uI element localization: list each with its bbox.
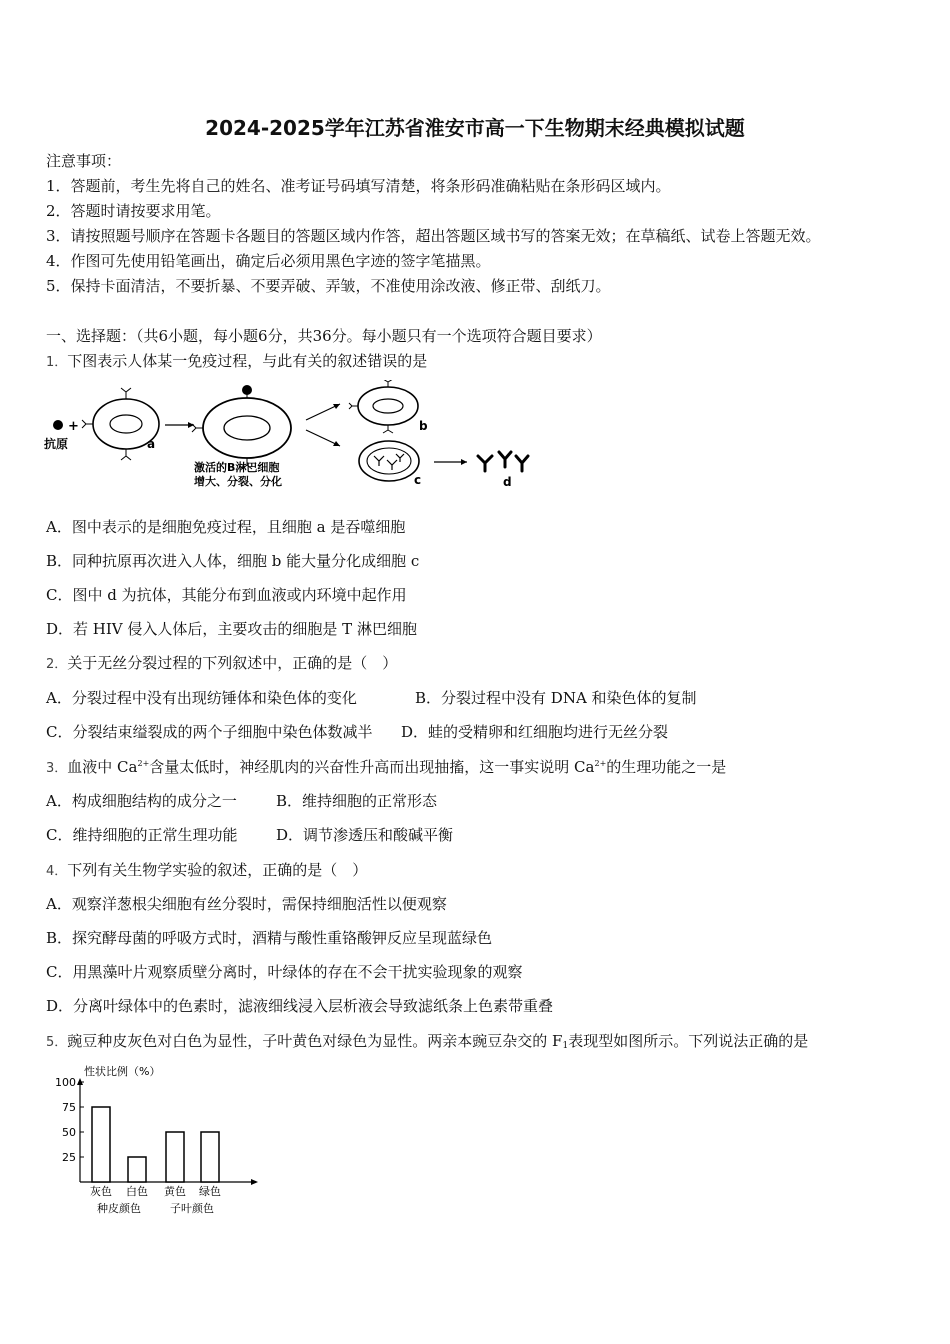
antibody-label: d bbox=[503, 475, 512, 489]
x-tick-label: 黄色 bbox=[164, 1185, 186, 1198]
cell-b bbox=[349, 380, 418, 433]
question-stem-part-1: 豌豆种皮灰色对白色为显性，子叶黄色对绿色为显性。两亲本豌豆杂交的 F bbox=[67, 1032, 563, 1050]
q2-option-d[interactable]: D．蛙的受精卵和红细胞均进行无丝分裂 bbox=[401, 723, 669, 741]
question-3 bbox=[46, 757, 726, 779]
q2-option-b[interactable]: B．分裂过程中没有 DNA 和染色体的复制 bbox=[415, 689, 697, 707]
y-tick-label: 50 bbox=[62, 1126, 76, 1139]
question-number: 1． bbox=[46, 355, 68, 370]
question-4 bbox=[46, 860, 367, 882]
trait-ratio-chart bbox=[40, 1060, 270, 1220]
antigen-dot-bound bbox=[242, 385, 252, 395]
q4-option-a[interactable]: A．观察洋葱根尖细胞有丝分裂时，需保持细胞活性以便观察 bbox=[46, 895, 447, 913]
question-2 bbox=[46, 653, 397, 675]
notice-item-3: 3．请按照题号顺序在答题卡各题目的答题区域内作答，超出答题区域书写的答案无效；在草稿纸、试卷上答题无效。 bbox=[46, 227, 821, 245]
group-label: 子叶颜色 bbox=[170, 1202, 214, 1215]
section-heading: 一、选择题：（共6小题，每小题6分，共36分。每小题只有一个选项符合题目要求） bbox=[46, 327, 602, 345]
question-stem-part-1: 血液中 Ca bbox=[67, 758, 138, 776]
notice-heading: 注意事项： bbox=[46, 152, 122, 170]
q3-option-b[interactable]: B．维持细胞的正常形态 bbox=[276, 792, 438, 810]
antigen-dot bbox=[53, 420, 63, 430]
y-tick-label: 100 bbox=[55, 1076, 76, 1089]
q1-option-d[interactable]: D．若 HIV 侵入人体后，主要攻击的细胞是 T 淋巴细胞 bbox=[46, 620, 417, 638]
q1-option-a[interactable]: A．图中表示的是细胞免疫过程，且细胞 a 是吞噬细胞 bbox=[46, 518, 406, 536]
activated-b-cell bbox=[192, 394, 291, 469]
bar-1 bbox=[92, 1107, 110, 1182]
group-label: 种皮颜色 bbox=[97, 1202, 141, 1215]
question-stem-part-3: 的生理功能之一是 bbox=[606, 758, 727, 776]
bar-2 bbox=[128, 1157, 146, 1182]
question-number: 4． bbox=[46, 864, 68, 879]
x-tick-label: 白色 bbox=[126, 1185, 148, 1198]
q4-option-c[interactable]: C．用黑藻叶片观察质壁分离时，叶绿体的存在不会干扰实验现象的观察 bbox=[46, 963, 523, 981]
chart-ylabel: 性状比例（%） bbox=[84, 1065, 161, 1078]
x-tick-label: 灰色 bbox=[90, 1185, 112, 1198]
q3-option-c[interactable]: C．维持细胞的正常生理功能 bbox=[46, 826, 238, 844]
antigen-label: 抗原 bbox=[44, 437, 69, 451]
page-title: 2024-2025学年江苏省淮安市高一下生物期末经典模拟试题 bbox=[205, 116, 745, 140]
antibody-icons bbox=[478, 452, 528, 471]
question-stem-part-2: 含量太低时，神经肌肉的兴奋性升高而出现抽搐，这一事实说明 Ca bbox=[149, 758, 595, 776]
x-tick-label: 绿色 bbox=[199, 1185, 221, 1198]
q4-option-b[interactable]: B．探究酵母菌的呼吸方式时，酒精与酸性重铬酸钾反应呈现蓝绿色 bbox=[46, 929, 493, 947]
y-tick-label: 75 bbox=[62, 1101, 76, 1114]
question-number: 5． bbox=[46, 1035, 68, 1050]
question-number: 2． bbox=[46, 657, 68, 672]
bar-3 bbox=[166, 1132, 184, 1182]
y-tick-label: 25 bbox=[62, 1151, 76, 1164]
question-stem: 下列有关生物学实验的叙述，正确的是（ ） bbox=[67, 861, 368, 879]
q3-option-a[interactable]: A．构成细胞结构的成分之一 bbox=[46, 792, 237, 810]
immune-process-diagram bbox=[44, 380, 544, 492]
plus-sign: + bbox=[68, 419, 79, 434]
notice-item-4: 4．作图可先使用铅笔画出，确定后必须用黑色字迹的签字笔描黑。 bbox=[46, 252, 491, 270]
question-stem-part-2: 表现型如图所示。下列说法正确的是 bbox=[568, 1032, 809, 1050]
notice-item-2: 2．答题时请按要求用笔。 bbox=[46, 202, 221, 220]
cell-c bbox=[359, 441, 419, 481]
q1-option-b[interactable]: B．同种抗原再次进入人体，细胞 b 能大量分化成细胞 c bbox=[46, 552, 420, 570]
q4-option-d[interactable]: D．分离叶绿体中的色素时，滤液细线浸入层析液会导致滤纸条上色素带重叠 bbox=[46, 997, 554, 1015]
q3-option-d[interactable]: D．调节渗透压和酸碱平衡 bbox=[276, 826, 454, 844]
question-stem: 关于无丝分裂过程的下列叙述中，正确的是（ ） bbox=[67, 654, 398, 672]
q1-option-c[interactable]: C．图中 d 为抗体，其能分布到血液或内环境中起作用 bbox=[46, 586, 407, 604]
bar-4 bbox=[201, 1132, 219, 1182]
generation-subscript: 1 bbox=[562, 1041, 569, 1051]
b-cell-caption-1: 激活的B淋巴细胞 bbox=[194, 461, 280, 474]
b-cell-caption-2: 增大、分裂、分化 bbox=[194, 475, 282, 488]
question-1 bbox=[46, 351, 427, 373]
notice-item-5: 5．保持卡面清洁，不要折暴、不要弄破、弄皱，不准使用涂改液、修正带、刮纸刀。 bbox=[46, 277, 611, 295]
cell-a-label: a bbox=[147, 437, 156, 451]
question-5 bbox=[46, 1031, 808, 1053]
q2-option-c[interactable]: C．分裂结束缢裂成的两个子细胞中染色体数减半 bbox=[46, 723, 373, 741]
question-stem: 下图表示人体某一免疫过程，与此有关的叙述错误的是 bbox=[67, 352, 428, 370]
q2-option-a[interactable]: A．分裂过程中没有出现纺锤体和染色体的变化 bbox=[46, 689, 357, 707]
charge-superscript: 2+ bbox=[594, 759, 607, 768]
cell-b-label: b bbox=[419, 419, 428, 433]
notice-item-1: 1．答题前，考生先将自己的姓名、准考证号码填写清楚，将条形码准确粘贴在条形码区域内。 bbox=[46, 177, 671, 195]
cell-c-label: c bbox=[414, 473, 422, 487]
charge-superscript: 2+ bbox=[137, 759, 150, 768]
question-number: 3． bbox=[46, 761, 68, 776]
